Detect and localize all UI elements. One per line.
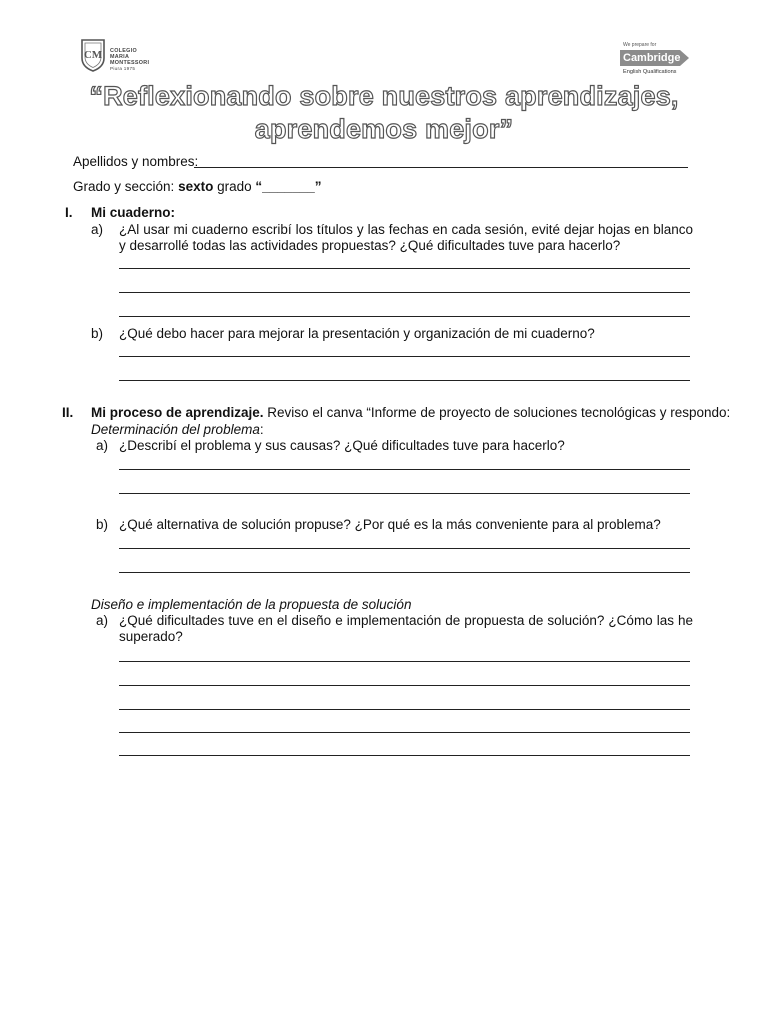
q2c-answer-line-4[interactable] (119, 732, 690, 733)
subheading-problem-colon: : (259, 422, 264, 437)
section-1-heading: Mi cuaderno: (91, 205, 176, 220)
q2c-letter: a) (96, 613, 109, 628)
q2c-answer-line-1[interactable] (119, 661, 690, 662)
q1b-answer-line-2[interactable] (119, 380, 690, 381)
names-answer-line[interactable] (194, 167, 688, 168)
logo-line-colegio: COLEGIO (110, 48, 137, 54)
section-blank[interactable]: “_______” (255, 179, 322, 194)
cambridge-qualifications: English Qualifications (623, 69, 677, 75)
q2b-letter: b) (96, 517, 109, 532)
q2a-answer-line-1[interactable] (119, 469, 690, 470)
cambridge-brand: Cambridge (620, 50, 680, 66)
grade-label: Grado y sección: (73, 179, 175, 194)
q1a-answer-line-3[interactable] (119, 316, 690, 317)
q1a-answer-line-1[interactable] (119, 268, 690, 269)
q1a-answer-line-2[interactable] (119, 292, 690, 293)
section-1-numeral: I. (65, 205, 73, 220)
logo-line-montessori: MONTESSORI (110, 60, 150, 66)
q1a-text: ¿Al usar mi cuaderno escribí los títulos y las fechas en cada sesión, evité dejar hojas en blanco y desarrollé todas las actividades propuestas? ¿Qué dificultades tuve para hacerlo? (119, 222, 693, 253)
subheading-design: Diseño e implementación de la propuesta de solución (91, 597, 412, 612)
section-2-heading-row (91, 405, 730, 421)
section-2-heading: Mi proceso de aprendizaje. (91, 405, 264, 420)
q2c-answer-line-3[interactable] (119, 709, 690, 710)
q2c-answer-line-2[interactable] (119, 685, 690, 686)
grade-row (73, 179, 321, 195)
cambridge-prepare-text: We prepare for (623, 42, 657, 48)
q1b-letter: b) (91, 326, 104, 341)
section-2-intro: Reviso el canva “Informe de proyecto de soluciones tecnológicas y respondo: (263, 405, 731, 420)
names-label: Apellidos y nombres: (73, 154, 199, 169)
title-line-1: “Reflexionando sobre nuestros aprendizajes, (89, 81, 679, 111)
q2c-answer-line-5[interactable] (119, 755, 690, 756)
subheading-problem-row (91, 422, 264, 438)
q2c-text: ¿Qué dificultades tuve en el diseño e implementación de propuesta de solución? ¿Cómo las he superado? (119, 613, 693, 644)
school-logo-text (110, 48, 149, 72)
subheading-problem: Determinación del problema (91, 422, 260, 437)
school-logo (80, 38, 170, 78)
q2b-answer-line-1[interactable] (119, 548, 690, 549)
grade-value: sexto (178, 179, 214, 194)
grade-word: grado (217, 179, 252, 194)
title-line-2: aprendemos mejor” (254, 114, 514, 144)
q2a-letter: a) (96, 438, 109, 453)
q1b-text: ¿Qué debo hacer para mejorar la presentación y organización de mi cuaderno? (119, 326, 595, 341)
q2a-text: ¿Describí el problema y sus causas? ¿Qué dificultades tuve para hacerlo? (119, 438, 565, 453)
q2b-answer-line-2[interactable] (119, 572, 690, 573)
q2b-text: ¿Qué alternativa de solución propuse? ¿Por qué es la más conveniente para al problema? (119, 517, 661, 532)
q1b-answer-line-1[interactable] (119, 356, 690, 357)
school-shield-icon (80, 38, 106, 72)
logo-line-city: Piura 1975 (110, 66, 136, 71)
q2a-answer-line-2[interactable] (119, 493, 690, 494)
svg-text:CM: CM (83, 49, 103, 61)
cambridge-logo (620, 42, 700, 78)
section-2-numeral: II. (62, 405, 74, 420)
cambridge-arrow-icon (680, 50, 689, 66)
logo-line-maria: MARIA (110, 54, 130, 60)
q1a-letter: a) (91, 222, 104, 237)
